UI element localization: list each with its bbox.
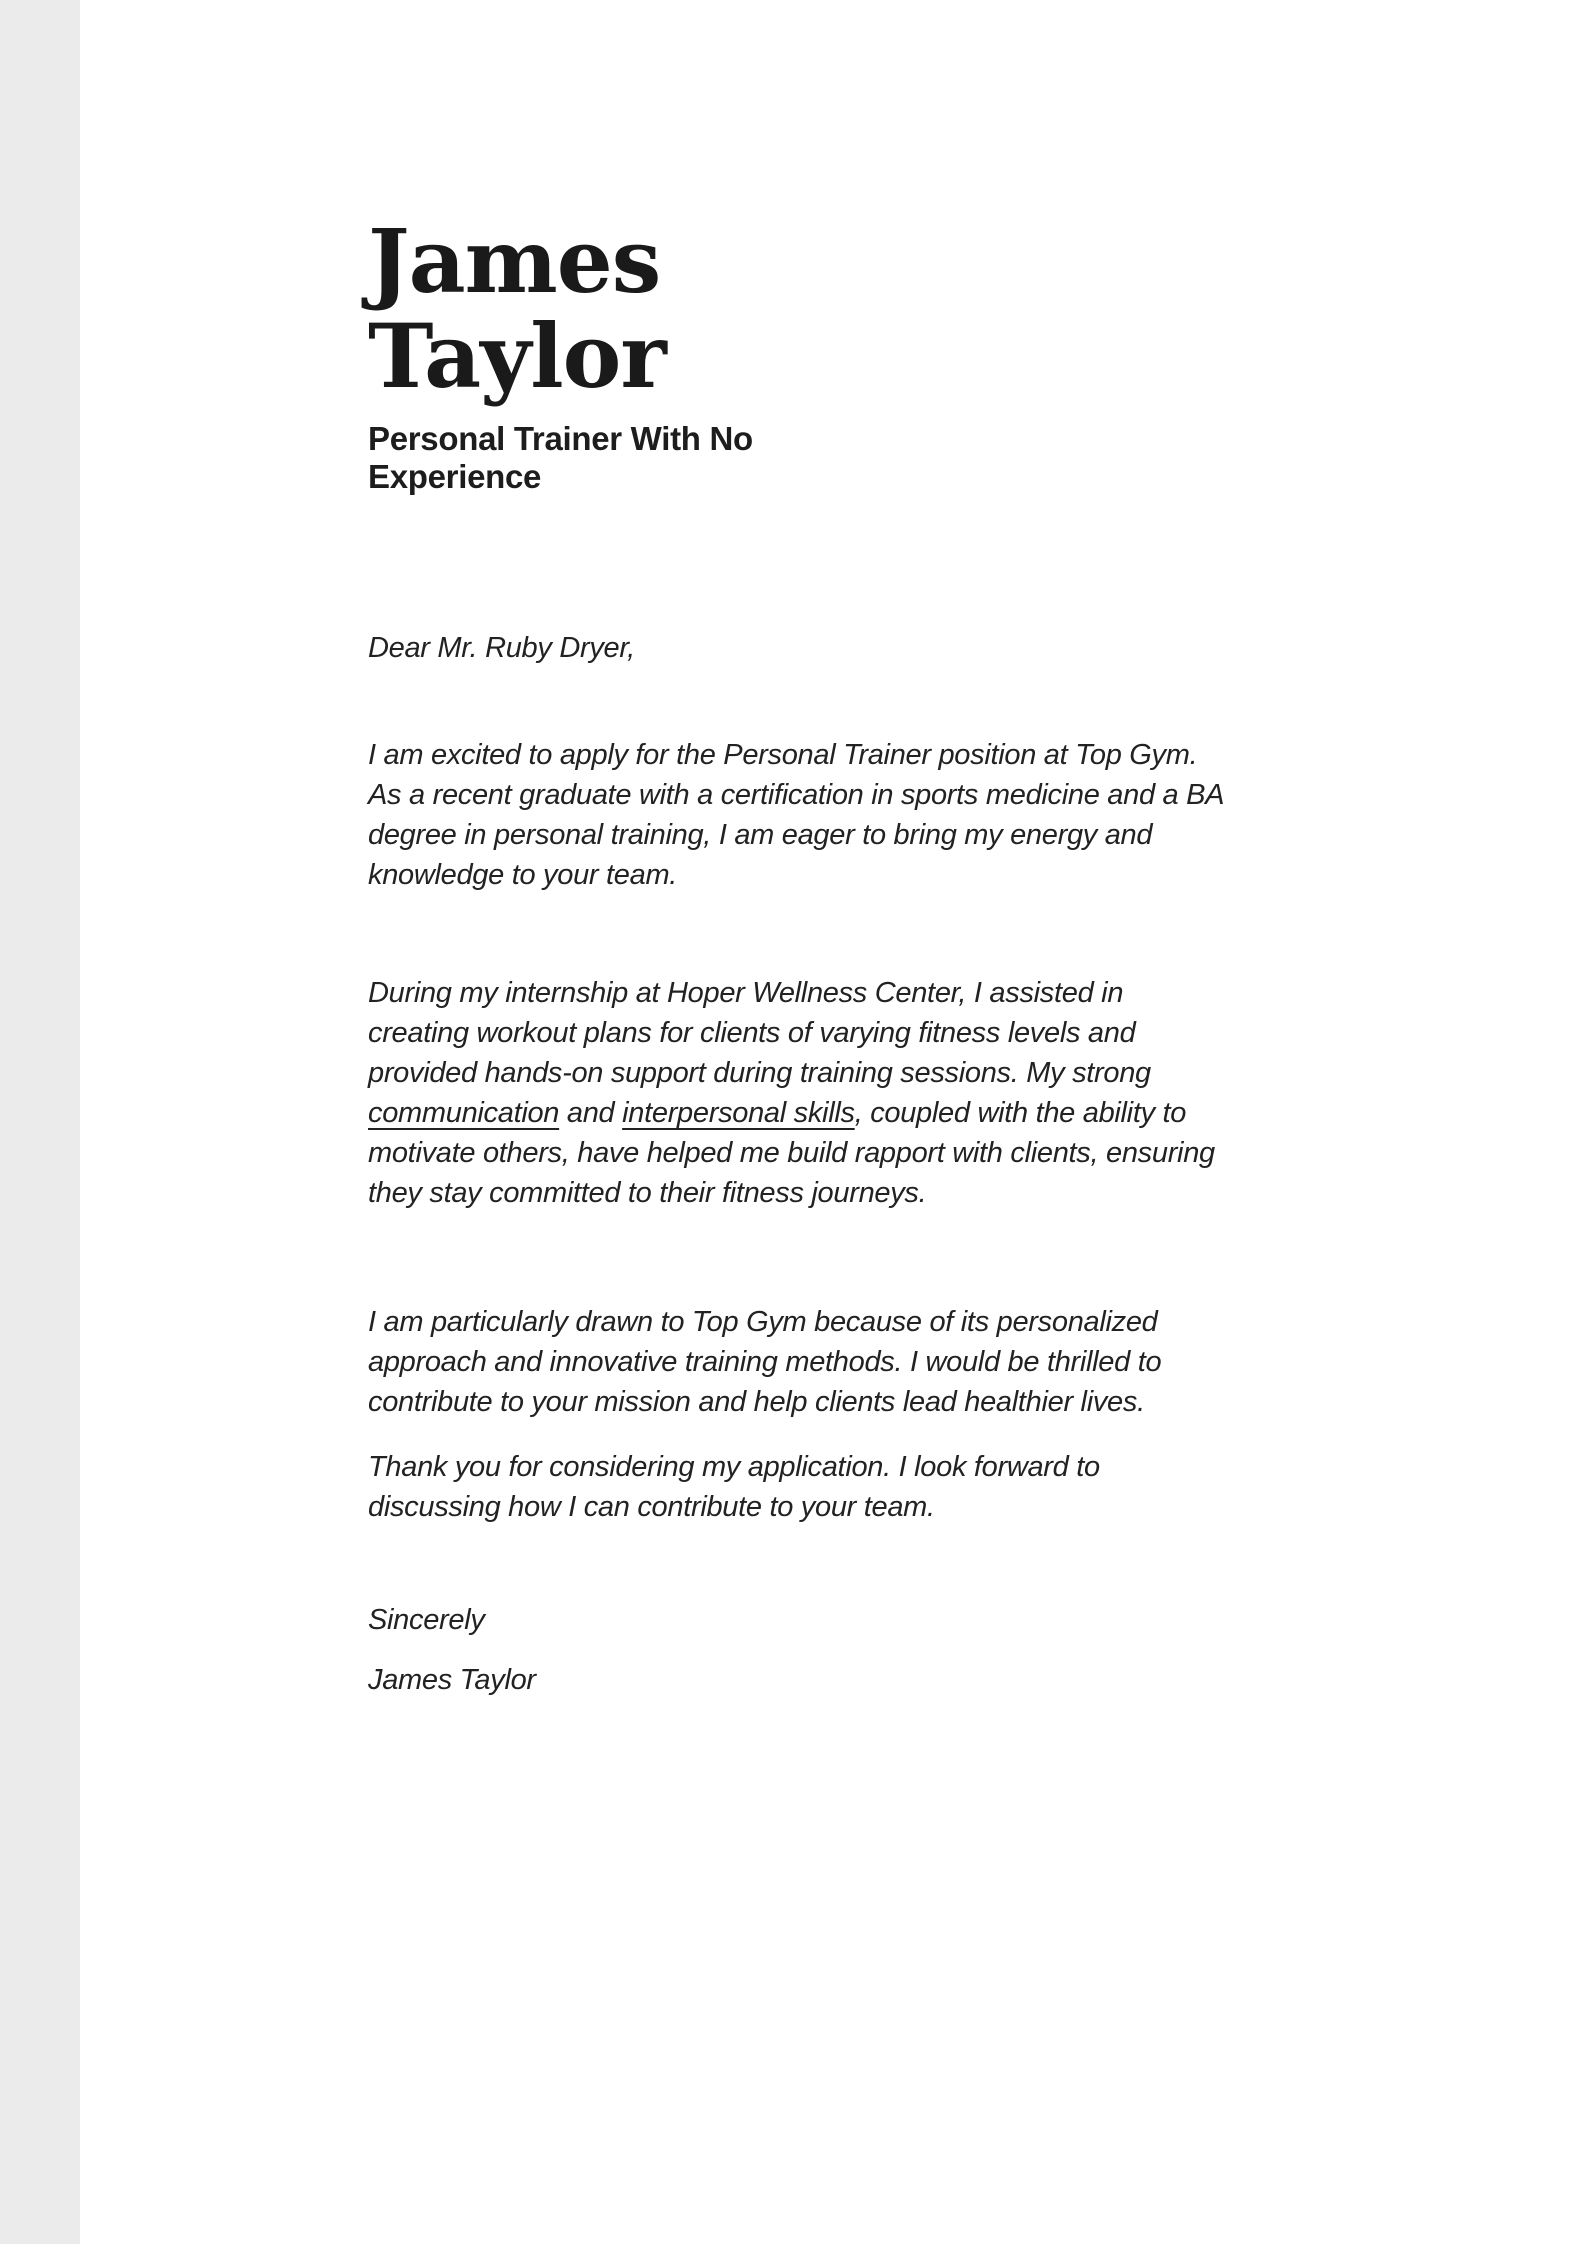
- paragraph-intro: I am excited to apply for the Personal Trainer position at Top Gym. As a recent graduate with a certification in sports medicine and a BA degree in personal training, I am eager to bring my energy and knowledge to your team.: [368, 739, 1224, 891]
- paragraph-experience-segment-2: and: [559, 1097, 623, 1129]
- paragraph-thanks: Thank you for considering my application. I look forward to discussing how I can contribute to your team.: [368, 1451, 1100, 1523]
- cover-letter: [368, 0, 1228, 1700]
- signature-name: James Taylor: [368, 1664, 536, 1696]
- underlined-interpersonal-skills: interpersonal skills: [622, 1097, 855, 1129]
- paragraph-motivation: I am particularly drawn to Top Gym because of its personalized approach and innovative training methods. I would be thrilled to contribute to your mission and help clients lead healthier lives.: [368, 1306, 1162, 1418]
- underlined-communication: communication: [368, 1097, 560, 1129]
- applicant-job-title: Personal Trainer With No Experience: [368, 420, 753, 495]
- greeting-line: Dear Mr. Ruby Dryer,: [368, 632, 635, 664]
- paragraph-experience: [368, 973, 1228, 1213]
- left-margin-strip: [0, 0, 80, 2244]
- applicant-name: James Taylor: [368, 209, 666, 408]
- letter-body: [368, 628, 1228, 1700]
- closing-line: Sincerely: [368, 1604, 485, 1636]
- paragraph-experience-segment-3: , coupled with the ability to motivate others, have helped me build rapport with clients, ensuring they stay committed to their fitness journeys.: [368, 1097, 1215, 1209]
- paragraph-experience-segment-1: During my internship at Hoper Wellness Center, I assisted in creating workout plans for clients of varying fitness levels and provided hands-on support during training sessions. My strong: [368, 977, 1151, 1089]
